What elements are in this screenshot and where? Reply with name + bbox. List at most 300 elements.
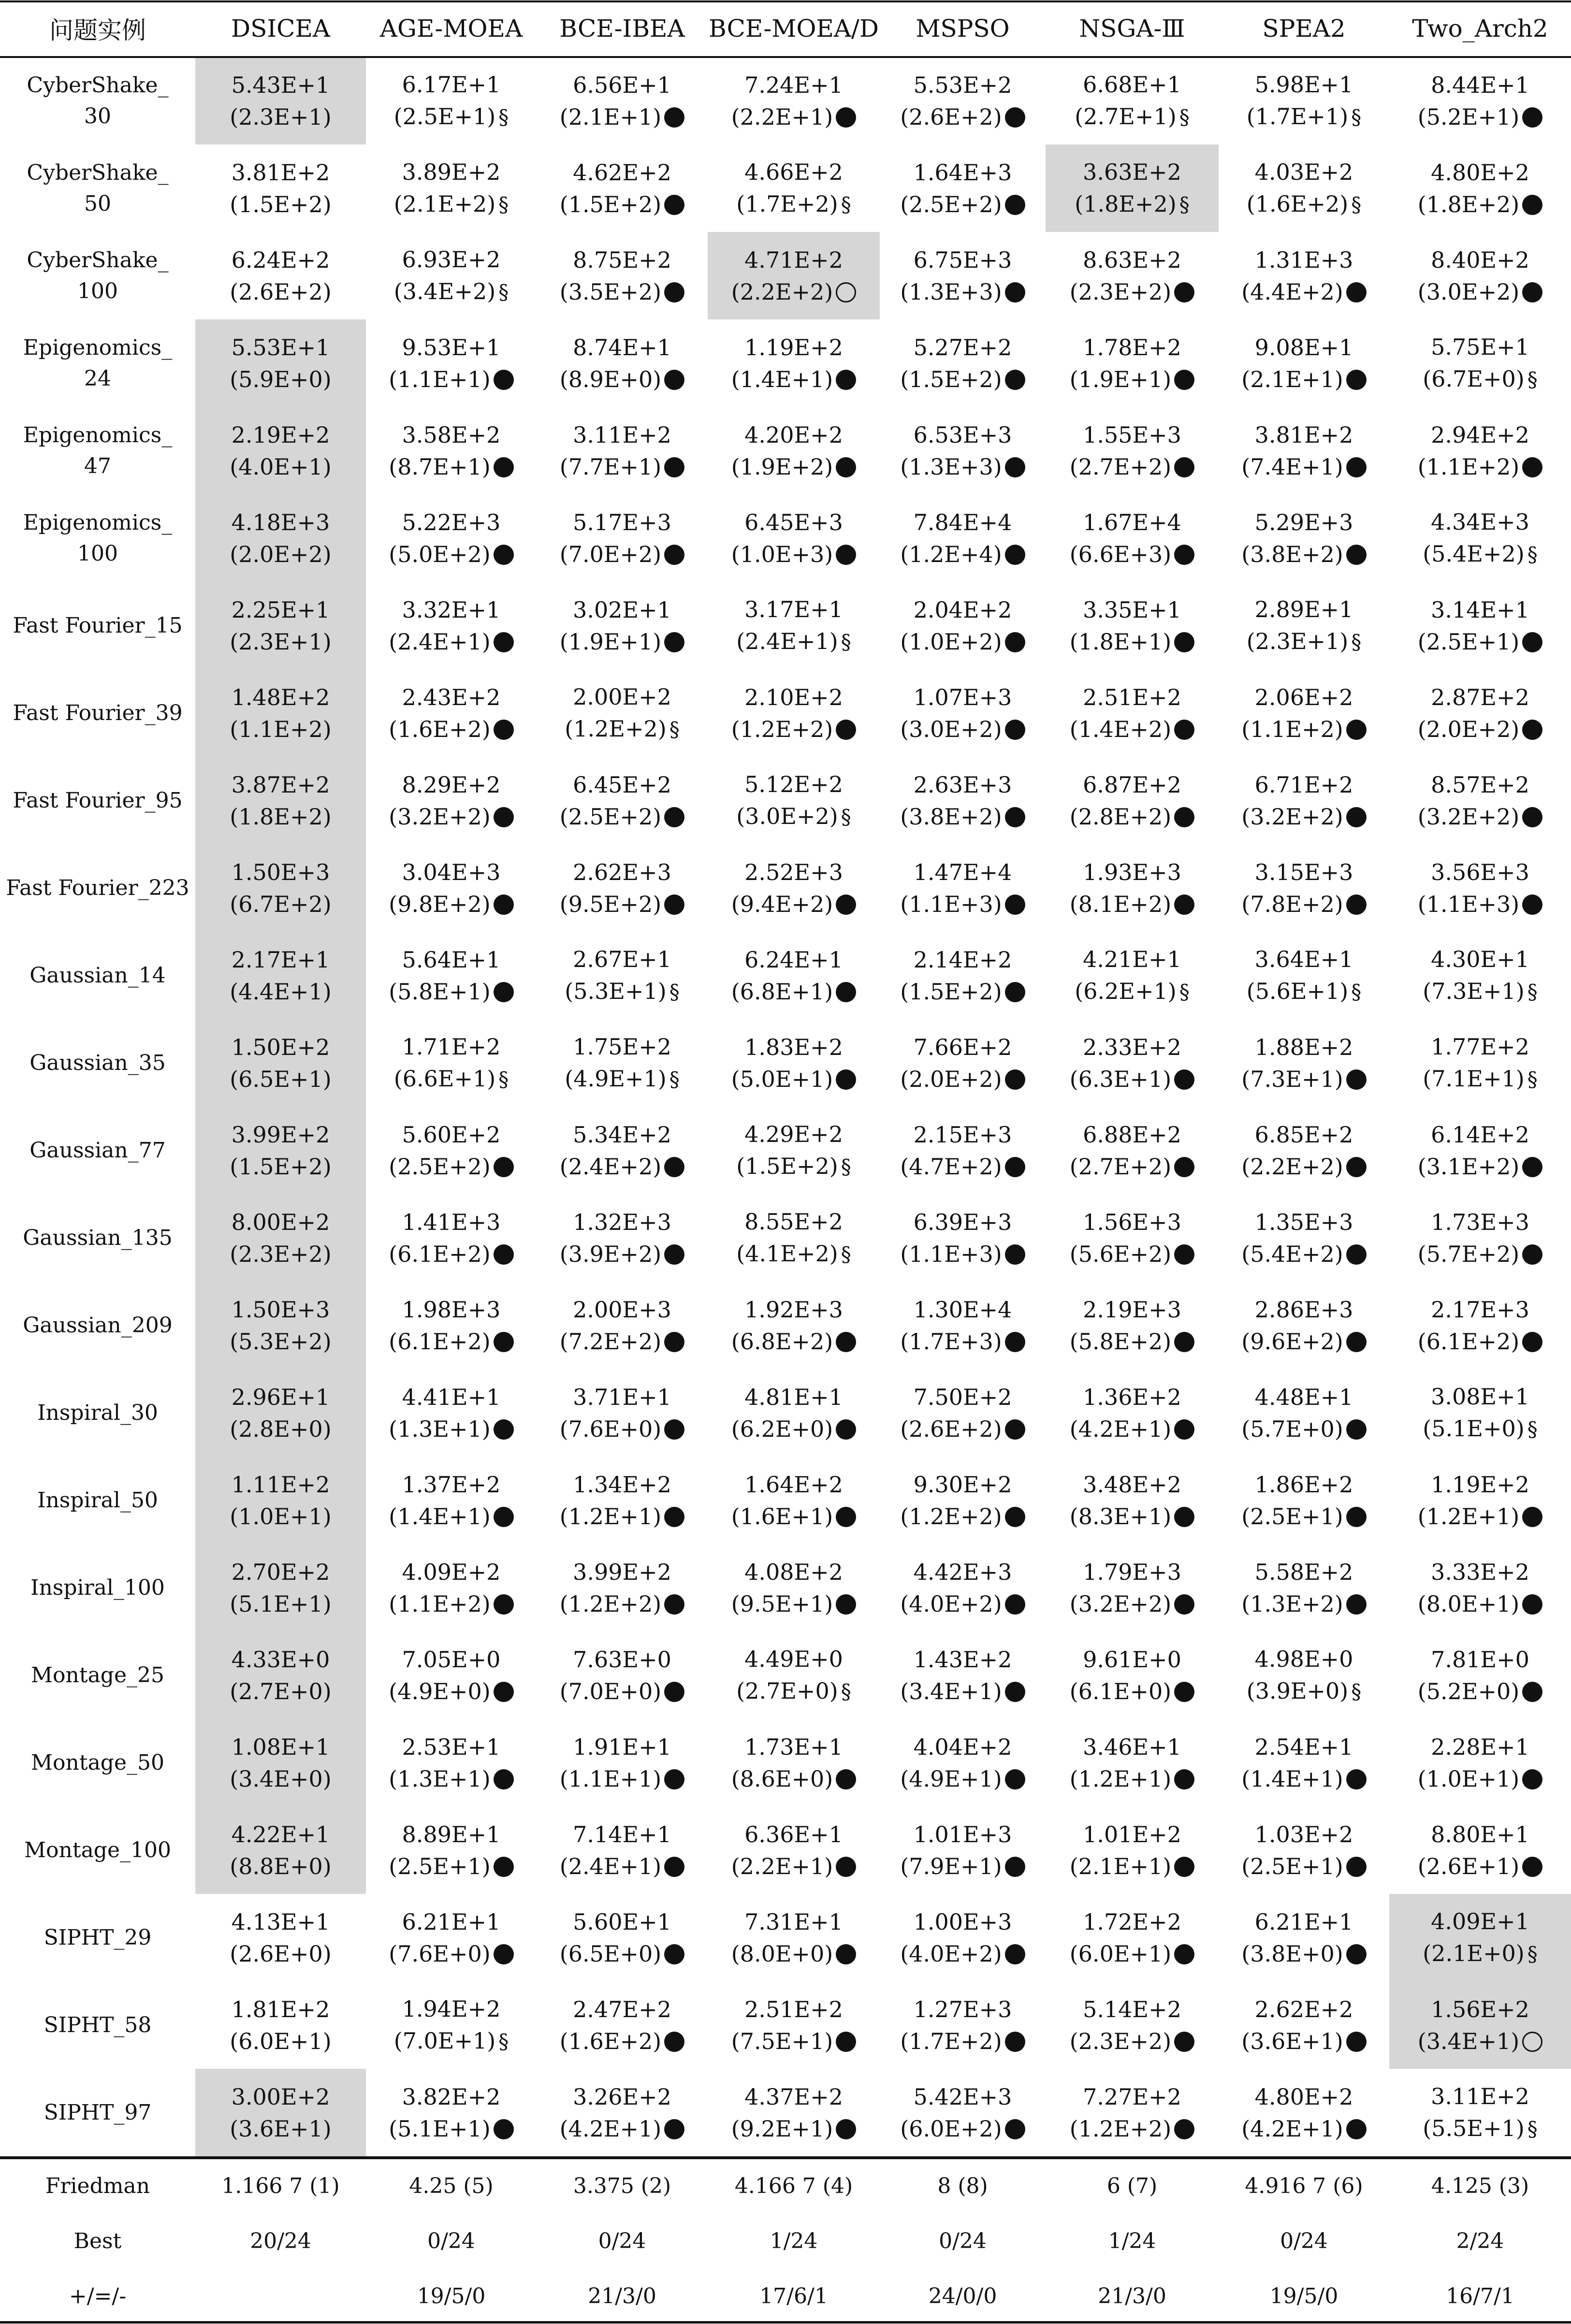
mean-value: 2.62E+2 (1254, 1996, 1353, 2022)
result-cell (537, 1457, 708, 1544)
result-cell (1219, 407, 1389, 494)
result-cell (1389, 1282, 1571, 1369)
std-dev-line (731, 1938, 856, 1970)
problem-instance-line: 47 (84, 453, 111, 478)
std-dev-line (1070, 1063, 1194, 1095)
column-header: BCE-IBEA (559, 14, 685, 43)
mean-value: 4.33E+0 (231, 1646, 330, 1673)
result-cell (1219, 844, 1389, 932)
std-dev-line (900, 1675, 1025, 1707)
footer-value: 4.125 (3) (1431, 2173, 1529, 2198)
mean-value: 3.46E+1 (1083, 1733, 1181, 1760)
std-dev-value: (6.1E+2) (1417, 1328, 1520, 1355)
std-dev-value: (1.7E+1) (1246, 103, 1349, 130)
problem-instance-name (0, 582, 195, 669)
std-dev-value: (1.6E+1) (731, 1503, 833, 1530)
std-dev-value: (9.8E+2) (389, 891, 491, 917)
std-dev-value: (7.9E+1) (900, 1853, 1002, 1879)
mean-value: 3.14E+1 (1431, 596, 1529, 623)
result-cell (1219, 757, 1389, 844)
mean-value: 1.03E+2 (1254, 1821, 1353, 1848)
mean-value: 2.70E+2 (231, 1559, 330, 1585)
std-dev-line (900, 1501, 1025, 1532)
result-cell (537, 582, 708, 669)
std-dev-line (1241, 1763, 1366, 1795)
std-dev-line (900, 888, 1025, 920)
worse-marker-dot-icon (1005, 545, 1025, 565)
std-dev-line (565, 1063, 679, 1096)
mean-value: 1.73E+3 (1431, 1209, 1529, 1235)
table-row (0, 1194, 1571, 1282)
result-cell (708, 1544, 880, 1631)
std-dev-value: (2.5E+2) (900, 191, 1002, 217)
std-dev-line (389, 2113, 513, 2145)
worse-marker-dot-icon (836, 370, 856, 390)
mean-value: 1.92E+3 (744, 1296, 843, 1323)
result-cell (708, 932, 880, 1019)
std-dev-value: (2.0E+2) (1417, 716, 1520, 742)
mean-value: 1.50E+3 (231, 859, 330, 885)
result-cell (366, 932, 537, 1019)
result-cell (880, 1107, 1046, 1194)
result-cell (537, 57, 708, 144)
worse-marker-dot-icon (1346, 2032, 1367, 2052)
worse-marker-dot-icon (1522, 1682, 1542, 1702)
worse-marker-dot-icon (1346, 1069, 1367, 1090)
mean-value: 6.85E+2 (1254, 1121, 1353, 1148)
mean-value: 3.56E+3 (1431, 859, 1529, 885)
std-dev-value: (6.2E+1) (1075, 978, 1177, 1004)
std-dev-value: (2.7E+0) (230, 1678, 332, 1704)
mean-value: 1.56E+3 (1083, 1209, 1181, 1235)
result-cell (1046, 669, 1219, 757)
worse-marker-dot-icon (1346, 1332, 1367, 1352)
problem-instance-line: Inspiral_50 (37, 1487, 158, 1513)
result-cell (1389, 932, 1571, 1019)
similar-marker-section-icon: § (841, 630, 851, 654)
std-dev-value: (4.4E+1) (230, 978, 332, 1005)
result-cell (195, 582, 366, 669)
std-dev-value: (7.2E+2) (559, 1328, 662, 1355)
mean-value: 5.27E+2 (913, 334, 1012, 361)
std-dev-line (1241, 1850, 1366, 1882)
footer-value: 3.375 (2) (573, 2173, 671, 2198)
similar-marker-section-icon: § (1351, 1679, 1362, 1703)
footer-value: 2/24 (1456, 2228, 1504, 2253)
worse-marker-dot-icon (1174, 1157, 1194, 1177)
similar-marker-section-icon: § (498, 280, 509, 304)
std-dev-value: (7.6E+0) (389, 1940, 491, 1967)
worse-marker-dot-icon (1005, 195, 1025, 215)
std-dev-value: (8.3E+1) (1069, 1503, 1172, 1530)
worse-marker-dot-icon (1174, 720, 1194, 740)
result-cell (1389, 1894, 1571, 1981)
std-dev-value: (1.6E+2) (389, 716, 491, 742)
std-dev-value: (6.1E+0) (1069, 1678, 1172, 1704)
worse-marker-dot-icon (494, 1594, 514, 1615)
table-row (0, 1894, 1571, 1981)
std-dev-line (1241, 451, 1366, 483)
std-dev-line (230, 363, 331, 395)
table-row (0, 494, 1571, 582)
mean-value: 8.57E+2 (1431, 771, 1529, 798)
better-marker-circle-icon (1522, 2032, 1542, 2052)
std-dev-value: (1.3E+3) (900, 453, 1002, 480)
mean-value: 4.13E+1 (231, 1908, 330, 1935)
mean-value: 2.94E+2 (1431, 421, 1529, 448)
problem-instance-name (0, 1631, 195, 1719)
footer-value: 21/3/0 (588, 2283, 656, 2309)
mean-value: 1.01E+2 (1083, 1821, 1181, 1848)
mean-value: 5.29E+3 (1254, 509, 1353, 535)
std-dev-line (1423, 1063, 1537, 1096)
result-cell (537, 932, 708, 1019)
footer-value: 20/24 (250, 2228, 311, 2253)
std-dev-line (389, 976, 513, 1008)
std-dev-line (1241, 2025, 1366, 2057)
std-dev-line (900, 2025, 1025, 2057)
problem-instance-name (0, 1194, 195, 1282)
std-dev-value: (8.6E+0) (731, 1765, 833, 1792)
std-dev-value: (6.5E+1) (230, 1066, 332, 1092)
std-dev-line (1418, 626, 1542, 658)
problem-instance-line: Montage_100 (24, 1837, 171, 1862)
mean-value: 6.71E+2 (1254, 771, 1353, 798)
std-dev-value: (6.0E+1) (230, 2028, 332, 2054)
std-dev-value: (1.4E+1) (389, 1503, 491, 1530)
std-dev-line (731, 1588, 856, 1620)
result-cell (708, 319, 880, 407)
worse-marker-dot-icon (1174, 1769, 1194, 1790)
worse-marker-dot-icon (1174, 1944, 1194, 1964)
worse-marker-dot-icon (494, 895, 514, 915)
result-cell (1046, 1107, 1219, 1194)
std-dev-line (1070, 2025, 1194, 2057)
worse-marker-dot-icon (1346, 807, 1367, 827)
result-cell (1046, 1019, 1219, 1107)
mean-value: 4.80E+2 (1254, 2083, 1353, 2110)
mean-value: 3.11E+2 (573, 421, 671, 448)
std-dev-value: (3.4E+1) (900, 1678, 1002, 1704)
std-dev-line (389, 1588, 513, 1620)
result-cell (880, 932, 1046, 1019)
mean-value: 1.94E+2 (402, 1995, 501, 2022)
std-dev-line (389, 363, 513, 395)
std-dev-line (560, 1763, 684, 1795)
result-cell (366, 2069, 537, 2156)
result-cell (1046, 1282, 1219, 1369)
mean-value: 8.74E+1 (573, 334, 671, 361)
std-dev-line (565, 975, 679, 1008)
std-dev-line (389, 1938, 513, 1970)
problem-instance-name (0, 757, 195, 844)
result-cell (195, 232, 366, 319)
similar-marker-section-icon: § (1527, 1417, 1538, 1441)
mean-value: 4.41E+1 (402, 1384, 501, 1410)
problem-instance-line: Montage_25 (31, 1662, 164, 1688)
footer-value: 24/0/0 (928, 2283, 997, 2309)
std-dev-line (230, 801, 331, 833)
result-cell (1389, 1981, 1571, 2069)
result-cell (366, 844, 537, 932)
std-dev-value: (1.4E+2) (1069, 716, 1172, 742)
table-row (0, 1282, 1571, 1369)
result-cell (1219, 319, 1389, 407)
result-cell (1219, 1369, 1389, 1457)
column-header: 问题实例 (49, 16, 146, 44)
std-dev-value: (2.1E+1) (1069, 1853, 1172, 1879)
std-dev-value: (6.7E+2) (230, 891, 332, 917)
worse-marker-dot-icon (1005, 1157, 1025, 1177)
footer-value (195, 2268, 366, 2324)
std-dev-value: (8.7E+1) (389, 453, 491, 480)
std-dev-value: (3.6E+1) (230, 2115, 332, 2142)
worse-marker-dot-icon (1346, 720, 1367, 740)
bottom-rule (0, 2321, 1571, 2324)
std-dev-line (230, 1588, 331, 1620)
std-dev-value: (4.1E+2) (736, 1240, 838, 1267)
mean-value: 1.71E+2 (402, 1033, 501, 1060)
worse-marker-dot-icon (664, 1682, 684, 1702)
std-dev-line (560, 1413, 684, 1445)
problem-instance-line: Gaussian_77 (29, 1138, 166, 1163)
std-dev-line (900, 276, 1025, 308)
table-row (0, 1107, 1571, 1194)
std-dev-line (900, 976, 1025, 1008)
std-dev-value: (3.8E+2) (1241, 541, 1343, 567)
std-dev-line (731, 1850, 856, 1882)
footer-value: 1.166 7 (1) (221, 2173, 340, 2198)
result-cell (1219, 1806, 1389, 1894)
std-dev-line (1423, 1937, 1537, 1970)
footer-value: 19/5/0 (1269, 2283, 1338, 2309)
worse-marker-dot-icon (1005, 1944, 1025, 1964)
worse-marker-dot-icon (1005, 807, 1025, 827)
std-dev-value: (4.0E+2) (900, 1940, 1002, 1967)
result-cell (708, 407, 880, 494)
std-dev-value: (5.8E+1) (389, 978, 491, 1005)
std-dev-line (1418, 2025, 1542, 2057)
std-dev-value: (4.9E+0) (389, 1678, 491, 1704)
std-dev-line (389, 1151, 513, 1183)
std-dev-line (736, 1238, 851, 1270)
table-row (0, 57, 1571, 144)
footer-value: 1/24 (1108, 2228, 1156, 2253)
std-dev-value: (9.4E+2) (731, 891, 833, 917)
result-cell (1046, 144, 1219, 232)
mean-value: 3.02E+1 (573, 596, 671, 623)
worse-marker-dot-icon (1005, 1069, 1025, 1090)
std-dev-value: (7.5E+1) (731, 2028, 833, 2054)
std-dev-line (900, 363, 1025, 395)
std-dev-line (1423, 2112, 1537, 2145)
std-dev-value: (9.5E+1) (731, 1590, 833, 1617)
std-dev-line (230, 888, 331, 920)
mean-value: 1.31E+3 (1254, 246, 1353, 273)
result-cell (1046, 1194, 1219, 1282)
std-dev-value: (2.5E+2) (389, 1153, 491, 1180)
result-cell (366, 57, 537, 144)
mean-value: 4.22E+1 (231, 1821, 330, 1848)
std-dev-line (1070, 1501, 1194, 1532)
std-dev-line (1418, 1850, 1542, 1882)
worse-marker-dot-icon (836, 1419, 856, 1440)
std-dev-line (1418, 801, 1542, 833)
std-dev-value: (9.2E+1) (731, 2115, 833, 2142)
result-cell (195, 1894, 366, 1981)
std-dev-line (1247, 188, 1361, 221)
mean-value: 4.48E+1 (1254, 1384, 1353, 1410)
problem-instance-line: SIPHT_58 (44, 2012, 152, 2037)
table-row (0, 1369, 1571, 1457)
column-header: SPEA2 (1262, 14, 1346, 43)
result-cell (1046, 1806, 1219, 1894)
std-dev-line (394, 2025, 509, 2058)
worse-marker-dot-icon (664, 1944, 684, 1964)
mean-value: 1.83E+2 (744, 1034, 843, 1060)
worse-marker-dot-icon (1005, 1419, 1025, 1440)
std-dev-line (1418, 276, 1542, 308)
result-cell (1219, 1457, 1389, 1544)
std-dev-value: (1.2E+1) (1417, 1503, 1520, 1530)
std-dev-value: (5.2E+0) (1417, 1678, 1520, 1704)
std-dev-line (230, 276, 331, 308)
std-dev-value: (2.4E+1) (389, 628, 491, 655)
mean-value: 3.33E+2 (1431, 1559, 1529, 1585)
std-dev-value: (2.7E+1) (1075, 103, 1177, 130)
std-dev-value: (2.0E+2) (230, 541, 332, 567)
worse-marker-dot-icon (1174, 632, 1194, 652)
similar-marker-section-icon: § (498, 105, 509, 129)
result-cell (1219, 1107, 1389, 1194)
mean-value: 3.48E+2 (1083, 1471, 1181, 1498)
mean-value: 4.29E+2 (744, 1121, 843, 1147)
std-dev-value: (9.5E+2) (559, 891, 662, 917)
std-dev-line (731, 538, 856, 570)
std-dev-line (1075, 188, 1189, 221)
mean-value: 5.60E+2 (402, 1121, 501, 1148)
std-dev-value: (2.8E+0) (230, 1415, 332, 1442)
result-cell (1219, 494, 1389, 582)
result-cell (708, 1806, 880, 1894)
mean-value: 1.75E+2 (573, 1033, 671, 1060)
std-dev-value: (1.2E+4) (900, 541, 1002, 567)
std-dev-value: (6.7E+0) (1423, 365, 1525, 392)
std-dev-line (389, 1763, 513, 1795)
mean-value: 8.40E+2 (1431, 246, 1529, 273)
std-dev-value: (4.9E+1) (565, 1065, 667, 1092)
std-dev-value: (3.0E+2) (900, 716, 1002, 742)
std-dev-value: (2.7E+0) (736, 1677, 838, 1704)
mean-value: 6.45E+2 (573, 771, 671, 798)
similar-marker-section-icon: § (1351, 192, 1362, 217)
std-dev-value: (1.6E+2) (559, 2028, 662, 2054)
std-dev-value: (1.0E+3) (731, 541, 833, 567)
worse-marker-dot-icon (836, 1069, 856, 1090)
mean-value: 4.30E+1 (1431, 946, 1529, 972)
std-dev-line (900, 713, 1025, 745)
mean-value: 2.25E+1 (231, 596, 330, 623)
std-dev-line (1070, 888, 1194, 920)
std-dev-value: (1.8E+2) (230, 803, 332, 830)
std-dev-line (560, 1151, 684, 1183)
std-dev-value: (1.3E+1) (389, 1765, 491, 1792)
result-cell (537, 669, 708, 757)
table-row (0, 757, 1571, 844)
std-dev-value: (6.1E+2) (389, 1328, 491, 1355)
std-dev-line (1418, 451, 1542, 483)
std-dev-line (1241, 363, 1366, 395)
std-dev-value: (1.8E+2) (1417, 191, 1520, 217)
similar-marker-section-icon: § (1527, 1067, 1538, 1091)
problem-instance-name (0, 1981, 195, 2069)
result-cell (537, 1282, 708, 1369)
worse-marker-dot-icon (1522, 195, 1542, 215)
std-dev-line (1070, 1238, 1194, 1270)
result-cell (1389, 757, 1571, 844)
result-cell (537, 144, 708, 232)
std-dev-value: (5.4E+2) (1423, 540, 1525, 567)
worse-marker-dot-icon (1174, 370, 1194, 390)
result-cell (880, 582, 1046, 669)
std-dev-value: (5.6E+2) (1069, 1241, 1172, 1267)
result-cell (880, 319, 1046, 407)
result-cell (1389, 844, 1571, 932)
std-dev-value: (7.6E+0) (559, 1415, 662, 1442)
std-dev-line (389, 1501, 513, 1532)
problem-instance-name (0, 407, 195, 494)
worse-marker-dot-icon (1174, 545, 1194, 565)
result-cell (537, 232, 708, 319)
similar-marker-section-icon: § (498, 192, 509, 217)
result-cell (195, 407, 366, 494)
worse-marker-dot-icon (494, 1332, 514, 1352)
worse-marker-dot-icon (1174, 1594, 1194, 1615)
result-cell (708, 1194, 880, 1282)
std-dev-value: (9.6E+2) (1241, 1328, 1343, 1355)
result-cell (366, 582, 537, 669)
worse-marker-dot-icon (1174, 2119, 1194, 2139)
std-dev-line (731, 276, 856, 308)
std-dev-line (731, 1326, 856, 1357)
std-dev-value: (1.2E+2) (1069, 2115, 1172, 2142)
result-cell (1389, 1457, 1571, 1544)
mean-value: 6.17E+1 (402, 71, 501, 98)
problem-instance-line: Fast Fourier_15 (13, 613, 183, 638)
problem-instance-name (0, 319, 195, 407)
std-dev-line (731, 451, 856, 483)
mean-value: 3.08E+1 (1431, 1383, 1529, 1410)
std-dev-line (1247, 975, 1361, 1008)
mean-value: 1.19E+2 (744, 334, 843, 361)
problem-instance-line: CyberShake_ (27, 72, 169, 98)
problem-instance-name (0, 1107, 195, 1194)
worse-marker-dot-icon (1005, 2119, 1025, 2139)
result-cell (537, 1107, 708, 1194)
std-dev-line (1418, 713, 1542, 745)
footer-value: 0/24 (427, 2228, 475, 2253)
footer-label: Best (73, 2228, 122, 2253)
std-dev-value: (5.3E+2) (230, 1328, 332, 1355)
std-dev-value: (1.6E+2) (1246, 190, 1349, 217)
std-dev-line (900, 451, 1025, 483)
table-row (0, 1981, 1571, 2069)
result-cell (537, 1019, 708, 1107)
std-dev-line (560, 363, 684, 395)
result-cell (708, 1457, 880, 1544)
mean-value: 1.30E+4 (913, 1296, 1012, 1323)
std-dev-line (389, 1413, 513, 1445)
